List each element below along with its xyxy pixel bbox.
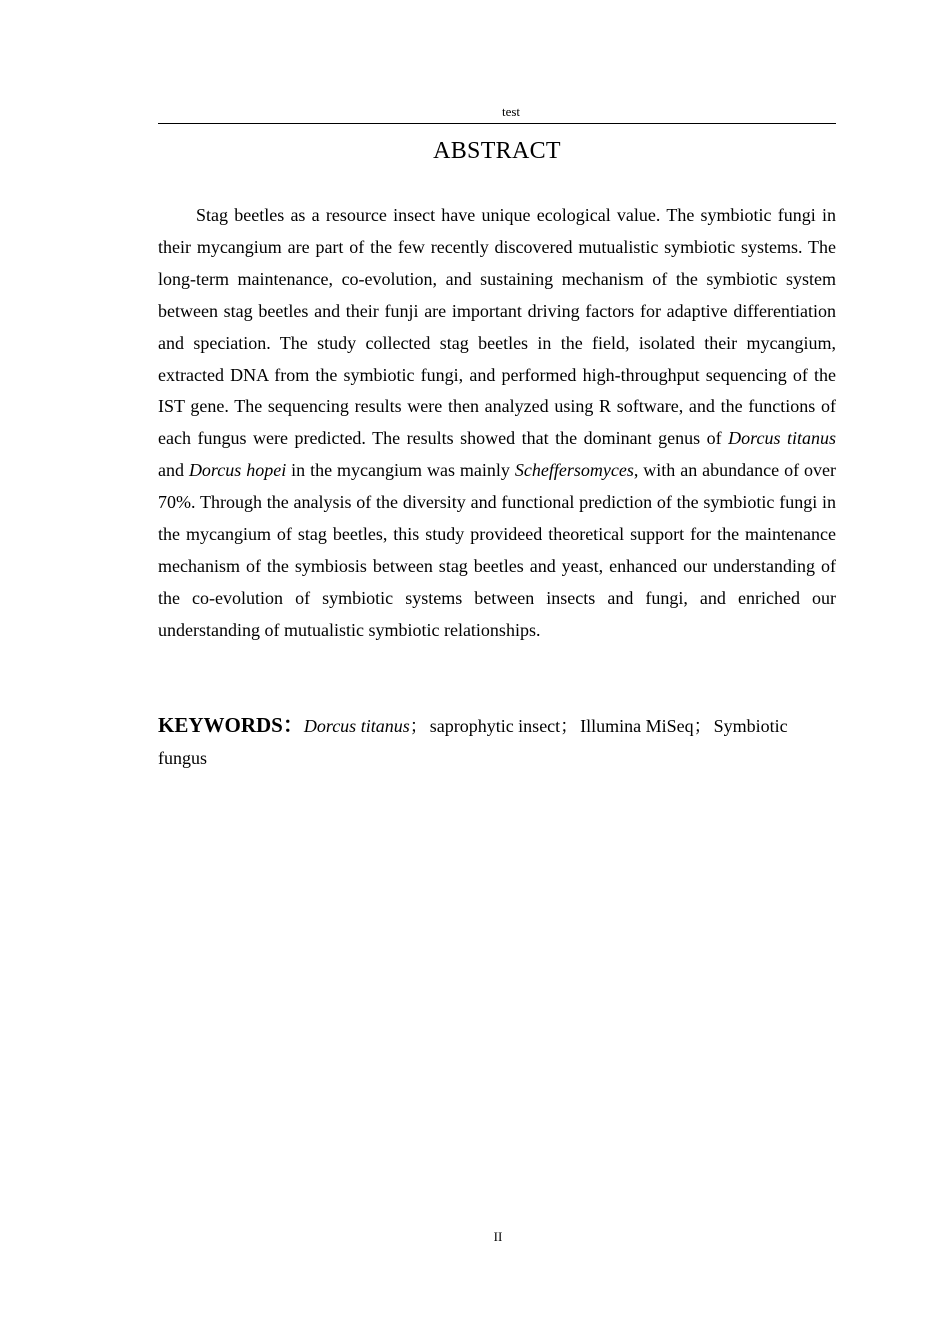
species-name-italic: Dorcus hopei (188, 460, 287, 481)
keyword-item: saprophytic insect (429, 716, 561, 736)
keyword-separator: ； (560, 716, 579, 736)
keywords-label: KEYWORDS： (158, 713, 304, 737)
species-name-italic: Dorcus titanus (728, 428, 837, 449)
abstract-paragraph (158, 200, 836, 647)
keyword-item: Symbiotic fungus (158, 716, 788, 768)
abstract-text-segment: Stag beetles as a resource insect have unique ecological value. The symbiotic fungi in their mycangium are part of the few recently discovered mutualistic symbiotic systems. The long-term maintenance, co-evolution, and sustaining mechanism of the symbiotic system between stag beetles and their funji are important driving factors for adaptive differentiation and speciation. The study collected stag beetles in the field, isolated their mycangium, extracted DNA from the symbiotic fungi, and performed high-throughput sequencing of the IST gene. The sequencing results were then analyzed using R software, and the functions of each fungus were predicted. The results showed that the dominant genus of (158, 205, 836, 449)
keyword-separator: ； (409, 716, 428, 736)
abstract-text-segment: in the mycangium was mainly (286, 460, 515, 481)
keyword-item: Dorcus titanus (303, 716, 410, 736)
keywords-line (158, 710, 836, 775)
page-header (158, 103, 836, 124)
abstract-text-segment: and (158, 460, 189, 481)
keyword-separator: ； (693, 716, 712, 736)
abstract-title: ABSTRACT (433, 138, 561, 164)
abstract-text-segment: , with an abundance of over 70%. Through the analysis of the diversity and functional prediction of the symbiotic fungi in the mycangium of stag beetles, this study provideed theoretical support for the maintenance mechanism of the symbiosis between stag beetles and yeast, enhanced our understanding of the co-evolution of symbiotic systems between insects and fungi, and enriched our understanding of mutualistic symbiotic relationships. (158, 460, 836, 640)
header-text: test (501, 104, 521, 119)
keyword-item: Illumina MiSeq (580, 716, 694, 736)
genus-name-italic: Scheffersomyces (514, 460, 634, 481)
page-number: II (493, 1229, 503, 1244)
